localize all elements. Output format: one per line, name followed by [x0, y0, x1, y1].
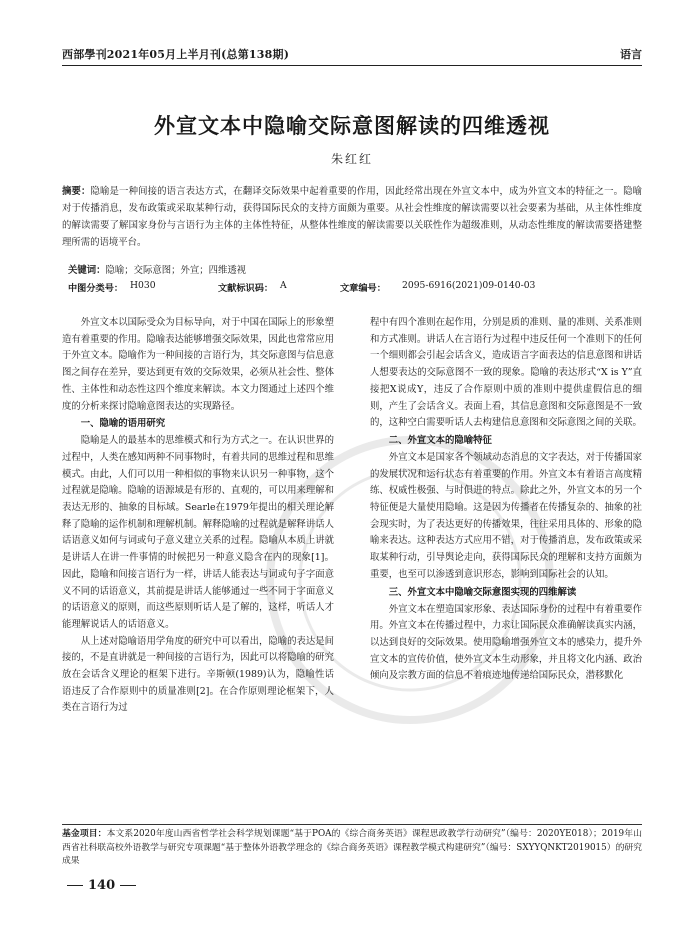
body-paragraph: 外宣文本在塑造国家形象、表达国际身份的过程中有着重要作用。外宣文本在传播过程中，力求让国际民众准确解读真实内涵，以达到良好的交际效果。使用隐喻增强外宣文本的感染力，提升外宣文本的宣传价值，使外宣文本生动形象，并且将文化内涵、政治倾向及宗教方面的信息不着痕迹地传递给国际民众，潜移默化: [370, 603, 642, 682]
doc-code-value: A: [280, 280, 287, 291]
section-heading: 三、外宣文本中隐喻交际意图实现的四维解读: [388, 586, 577, 598]
article-number-value: 2095-6916(2021)09-0140-03: [402, 280, 536, 291]
section-name: 语言: [620, 48, 642, 61]
journal-info: 西部學刊2021年05月上半月刊(总第138期): [62, 48, 290, 61]
keywords-label: 关键词：: [68, 265, 106, 276]
classification-row: [68, 280, 628, 296]
abstract-text: 隐喻是一种间接的语言表达方式，在翻译交际效果中起着重要的作用，因此经常出现在外宣文本中，成为外宣文本的特征之一。隐喻对于传播消息，发布政策或采取某种行动，获得国际民众的支持方面颇为重要。从社会性维度的解读需要以社会要素为基础，从主体性维度的解读需要了解国家身份与言语行为主体的主体性特征，从整体性维度的解读需要以关联性作为超级准则，从动态性维度的解读需要搭建整理所需的语境平台。: [62, 186, 642, 248]
keywords-text: 隐喻；交际意图；外宣；四维透视: [105, 265, 247, 276]
article-title: 外宣文本中隐喻交际意图解读的四维透视: [154, 113, 550, 138]
author-name: 朱红红: [330, 152, 373, 166]
page-number-dash: [120, 885, 136, 886]
body-paragraph: 从上述对隐喻语用学角度的研究中可以看出，隐喻的表达是间接的，不是直讲就是一种间接的言语行为，因此可以将隐喻的研究放在会话含义理论的框架下进行。辛斯顿(1989)认为，隐喻性话语违反了合作原则中的质量准则[2]。在合作原则理论框架下，人类在言语行为过: [62, 635, 334, 714]
funding-footnote: [62, 828, 642, 869]
doc-code-label: 文献标识码：: [218, 283, 274, 294]
page-number-dash: [67, 885, 83, 886]
abstract: [62, 183, 642, 251]
body-paragraph: 程中有四个准则在起作用，分别是质的准则、量的准则、关系准则和方式准则。讲话人在言语行为过程中违反任何一个准则下的任何一个细则都会引起会话含义，造成语言字面表达的信息意图和讲话人想要表达的交际意图不一致的现象。隐喻的表达形式“X is Y”直接把X说成Y，违反了合作原则中质的准则中提供虚假信息的细则，产生了会话含义。表面上看，其信息意图和交际意图是不一致的，这种空白需要听话人去构建信息意图和交际意图之间的关联。: [370, 317, 642, 429]
clc-label: 中图分类号：: [68, 283, 124, 294]
body-paragraph: 外宣文本以国际受众为目标导向，对于中国在国际上的形象塑造有着重要的作用。隐喻表达能够增强交际效果，因此也常常应用于外宣文本。隐喻作为一种间接的言语行为，其交际意图与信息意图之间存在差异，要达到更有效的交际效果，必须从社会性、整体性、主体性和动态性这四个维度来解读。本文力图通过上述四个维度的分析来探讨隐喻意图表达的实现路径。: [62, 317, 334, 412]
keywords: [68, 262, 246, 276]
body-column-right: [370, 315, 642, 685]
section-heading: 一、隐喻的语用研究: [80, 418, 166, 430]
footnote-text: 本文系2020年度山西省哲学社会科学规划课题“基于POA的《综合商务英语》课程思政教学行动研究”（编号：2020YE018）；2019年山西省社科联高校外语教学与研究专项课题“基于整体外语教学理念的《综合商务英语》课程教学模式构建研究”（编号：SXYYQNKT2019015）的研究成果: [62, 829, 642, 866]
article-number-label: 文章编号：: [340, 283, 386, 294]
page-header: [62, 44, 642, 64]
body-paragraph: 隐喻是人的最基本的思维模式和行为方式之一。在认识世界的过程中，人类在感知两种不同事物时，有着共同的思维过程和思维模式。由此，人们可以用一种相似的事物来认识另一种事物，这个过程就是隐喻。隐喻的语源域是有形的、直观的，可以用来理解和表达无形的、抽象的目标域。Searle在1979年提出的相关理论解释了隐喻的运作机制和理解机制。解释隐喻的过程就是解释讲话人话语意义如何与词或句子意义建立关系的过程。隐喻从本质上讲就是讲话人在讲一件事情的时候把另一种意义隐含在内的现象[1]。因此，隐喻和间接言语行为一样，讲话人能表达与词或句子字面意义不同的话语意义，其前提是讲话人能够通过一些不同于字面意义的话语意义的原则，而这些原则听话人是了解的，这样，听话人才能理解说话人的话语意义。: [62, 435, 334, 630]
page-number: [62, 878, 162, 893]
body-column-left: [62, 315, 334, 717]
footnote-rule: [62, 824, 642, 825]
abstract-label: 摘要：: [62, 186, 91, 197]
clc-value: H030: [130, 280, 156, 291]
header-rule: [62, 65, 642, 66]
section-heading: 二、外宣文本的隐喻特征: [388, 434, 492, 446]
body-paragraph: 外宣文本是国家各个领域动态消息的文字表达，对于传播国家的发展状况和运行状态有着重要的作用。外宣文本有着语言高度精练、权威性极强、与时俱进的特点。除此之外，外宣文本的另一个特征便是大量使用隐喻。这是因为传播者在传播复杂的、抽象的社会现实时，为了表达更好的传播效果，往往采用具体的、形象的隐喻来表达。这种表达方式应用不错，对于传播消息，发布政策或采取某种行动，引导舆论走向，获得国际民众的理解和支持方面颇为重要，也至可以渗透到意识形态，影响到国际社会的认知。: [370, 451, 642, 580]
page-number-value: 140: [88, 878, 116, 893]
footnote-label: 基金项目：: [62, 829, 107, 839]
